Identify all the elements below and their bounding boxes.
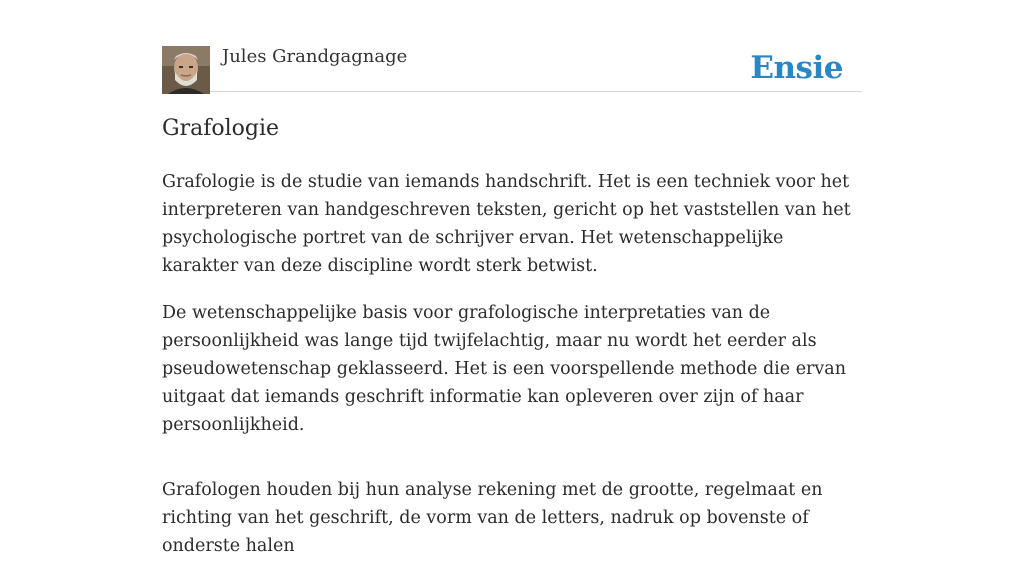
ensie-logo[interactable]: Ensie [750, 50, 843, 86]
author-name[interactable]: Jules Grandgagnage [222, 46, 408, 67]
article-paragraph: Grafologie is de studie van iemands handschrift. Het is een techniek voor het interpreteren van handgeschreven teksten, gericht op het vaststellen van het psychologische portret van de schrijver ervan. Het wetenschappelijke karakter van deze discipline wordt sterk betwist. [162, 172, 851, 276]
article-body [162, 168, 862, 579]
article-title: Grafologie [162, 116, 280, 141]
author-header [162, 42, 862, 92]
article-page [162, 0, 862, 556]
article-paragraph: Grafologen houden bij hun analyse rekening met de grootte, regelmaat en richting van het geschrift, de vorm van de letters, nadruk op bovenste of onderste halen [162, 480, 823, 556]
author-photo [162, 46, 210, 94]
article-paragraph: De wetenschappelijke basis voor grafologische interpretaties van de persoonlijkheid was lange tijd twijfelachtig, maar nu wordt het eerder als pseudowetenschap geklasseerd. Het is een voorspellende methode die ervan uitgaat dat iemands geschrift informatie kan opleveren over zijn of haar persoonlijkheid. [162, 303, 847, 435]
author-avatar[interactable] [162, 46, 210, 94]
